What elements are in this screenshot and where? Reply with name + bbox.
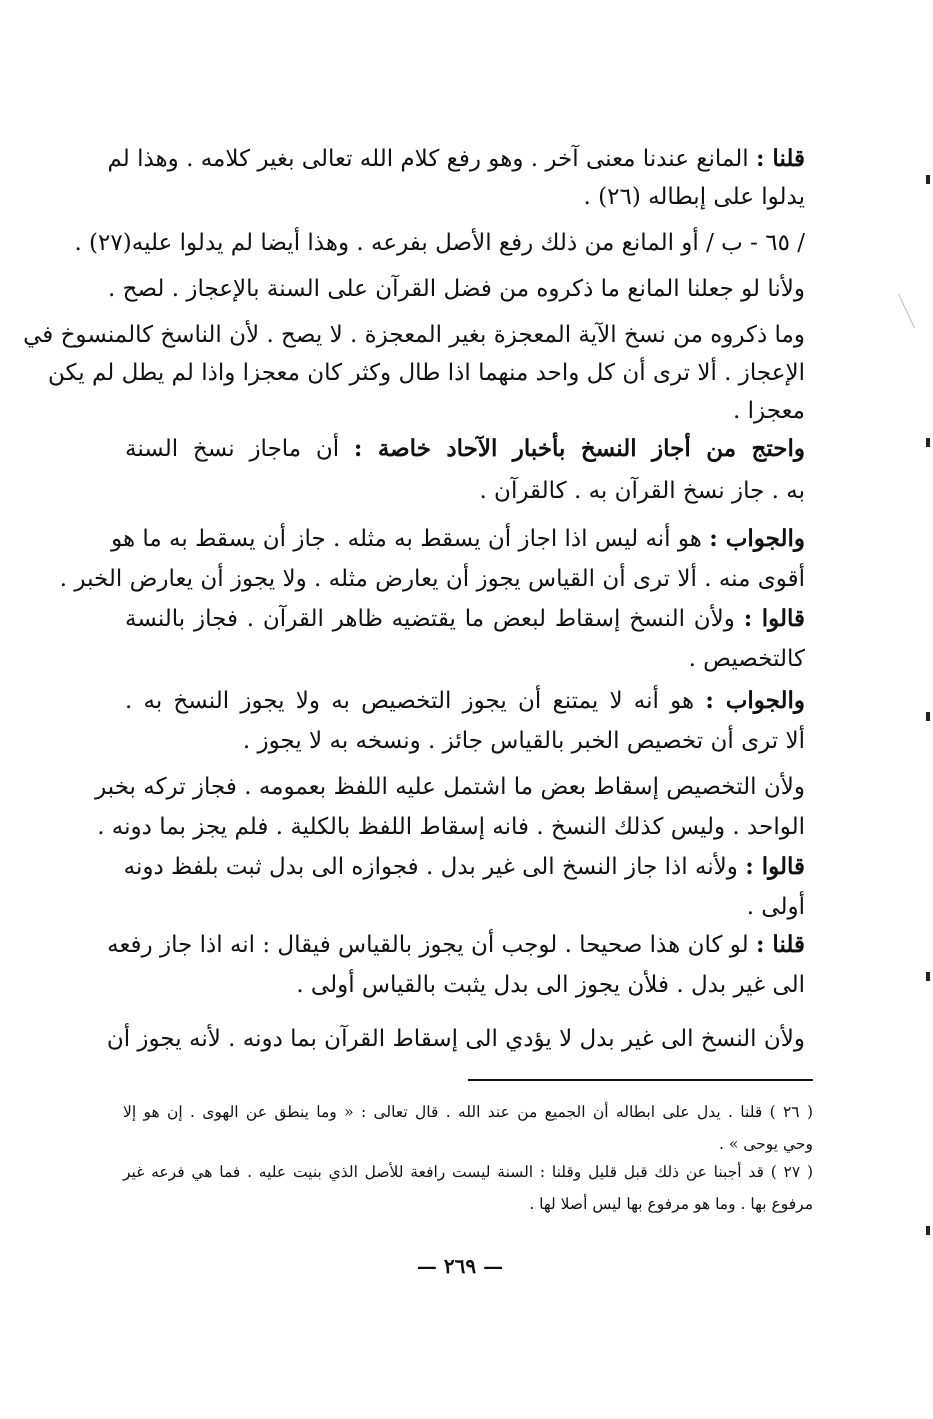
text-line-14: والجواب : هو أنه لا يمتنع أن يجوز التخصيص به ولا يجوز النسخ به .	[125, 687, 805, 714]
page-number: — ٢٦٩ —	[416, 1254, 504, 1278]
scan-mark	[926, 972, 930, 981]
text-line-15: ألا ترى أن تخصيص الخبر بالقياس جائز . ونسخه به لا يجوز .	[242, 728, 805, 754]
text-line-7: معجزا .	[733, 398, 805, 424]
text-line-12: قالوا : ولأن النسخ إسقاط لبعض ما يقتضيه ظاهر القرآن . فجاز بالنسة	[125, 605, 806, 632]
footnote-26-line-1: ( ٢٦ ) قلنا . يدل على ابطاله أن الجميع من عند الله . قال تعالى : « وما ينطق عن الهوى . إن هو إلا	[123, 1103, 813, 1121]
footnote-27-line-2: مرفوع بها . وما هو مرفوع بها ليس أصلا لها .	[529, 1195, 813, 1213]
scan-mark	[926, 438, 930, 447]
text-line-5: وما ذكروه من نسخ الآية المعجزة بغير المعجزة . لا يصح . لأن الناسخ كالمنسوخ في	[23, 322, 805, 348]
text-line-11: أقوى منه . ألا ترى أن القياس يجوز أن يعارض مثله . ولا يجوز أن يعارض الخبر .	[59, 566, 805, 592]
text-line-6: الإعجاز . ألا ترى أن كل واحد منهما اذا طال وكثر كان معجزا واذا لم يطل لم يكن	[48, 360, 805, 386]
text-line-8: واحتج من أجاز النسخ بأخبار الآحاد خاصة : أن ماجاز نسخ السنة	[125, 435, 805, 462]
text-line-9: به . جاز نسخ القرآن به . كالقرآن .	[479, 478, 805, 504]
text-line-13: كالتخصيص .	[688, 646, 805, 672]
text-line-22: ولأن النسخ الى غير بدل لا يؤدي الى إسقاط القرآن بما دونه . لأنه يجوز أن	[106, 1026, 805, 1052]
text-line-3: / ٦٥ - ب / أو المانع من ذلك رفع الأصل بفرعه . وهذا أيضا لم يدلوا عليه(٢٧) .	[74, 230, 805, 256]
footnote-26-line-2: وحي يوحى » .	[719, 1135, 813, 1153]
text-line-20: قلنا : لو كان هذا صحيحا . لوجب أن يجوز بالقياس فيقال : انه اذا جاز رفعه	[107, 931, 805, 958]
text-line-2: يدلوا على إبطاله (٢٦) .	[583, 184, 805, 210]
footnote-27-line-1: ( ٢٧ ) قد أجبنا عن ذلك قبل قليل وقلنا : السنة ليست رافعة للأصل الذي بنيت عليه . فما هي فرعه غير	[123, 1163, 813, 1181]
text-line-10: والجواب : هو أنه ليس اذا اجاز أن يسقط به مثله . جاز أن يسقط به ما هو	[111, 525, 805, 552]
text-line-1: قلنا : المانع عندنا معنى آخر . وهو رفع كلام الله تعالى بغير كلامه . وهذا لم	[107, 145, 805, 172]
scan-mark	[926, 1226, 930, 1235]
text-line-17: الواحد . وليس كذلك النسخ . فانه إسقاط اللفظ بالكلية . فلم يجز بما دونه .	[97, 814, 805, 840]
scan-mark	[926, 175, 930, 184]
text-line-21: الى غير بدل . فلأن يجوز الى بدل يثبت بالقياس أولى .	[296, 972, 805, 998]
text-line-16: ولأن التخصيص إسقاط بعض ما اشتمل عليه اللفظ بعمومه . فجاز تركه بخبر	[95, 774, 805, 800]
scan-mark	[926, 712, 930, 721]
text-line-19: أولى .	[746, 894, 805, 920]
footnote-separator	[468, 1079, 813, 1081]
scan-stroke	[898, 294, 915, 329]
text-line-18: قالوا : ولأنه اذا جاز النسخ الى غير بدل . فجوازه الى بدل ثبت بلفظ دونه	[123, 853, 805, 880]
text-line-4: ولأنا لو جعلنا المانع ما ذكروه من فضل القرآن على السنة بالإعجاز . لصح .	[108, 276, 805, 302]
